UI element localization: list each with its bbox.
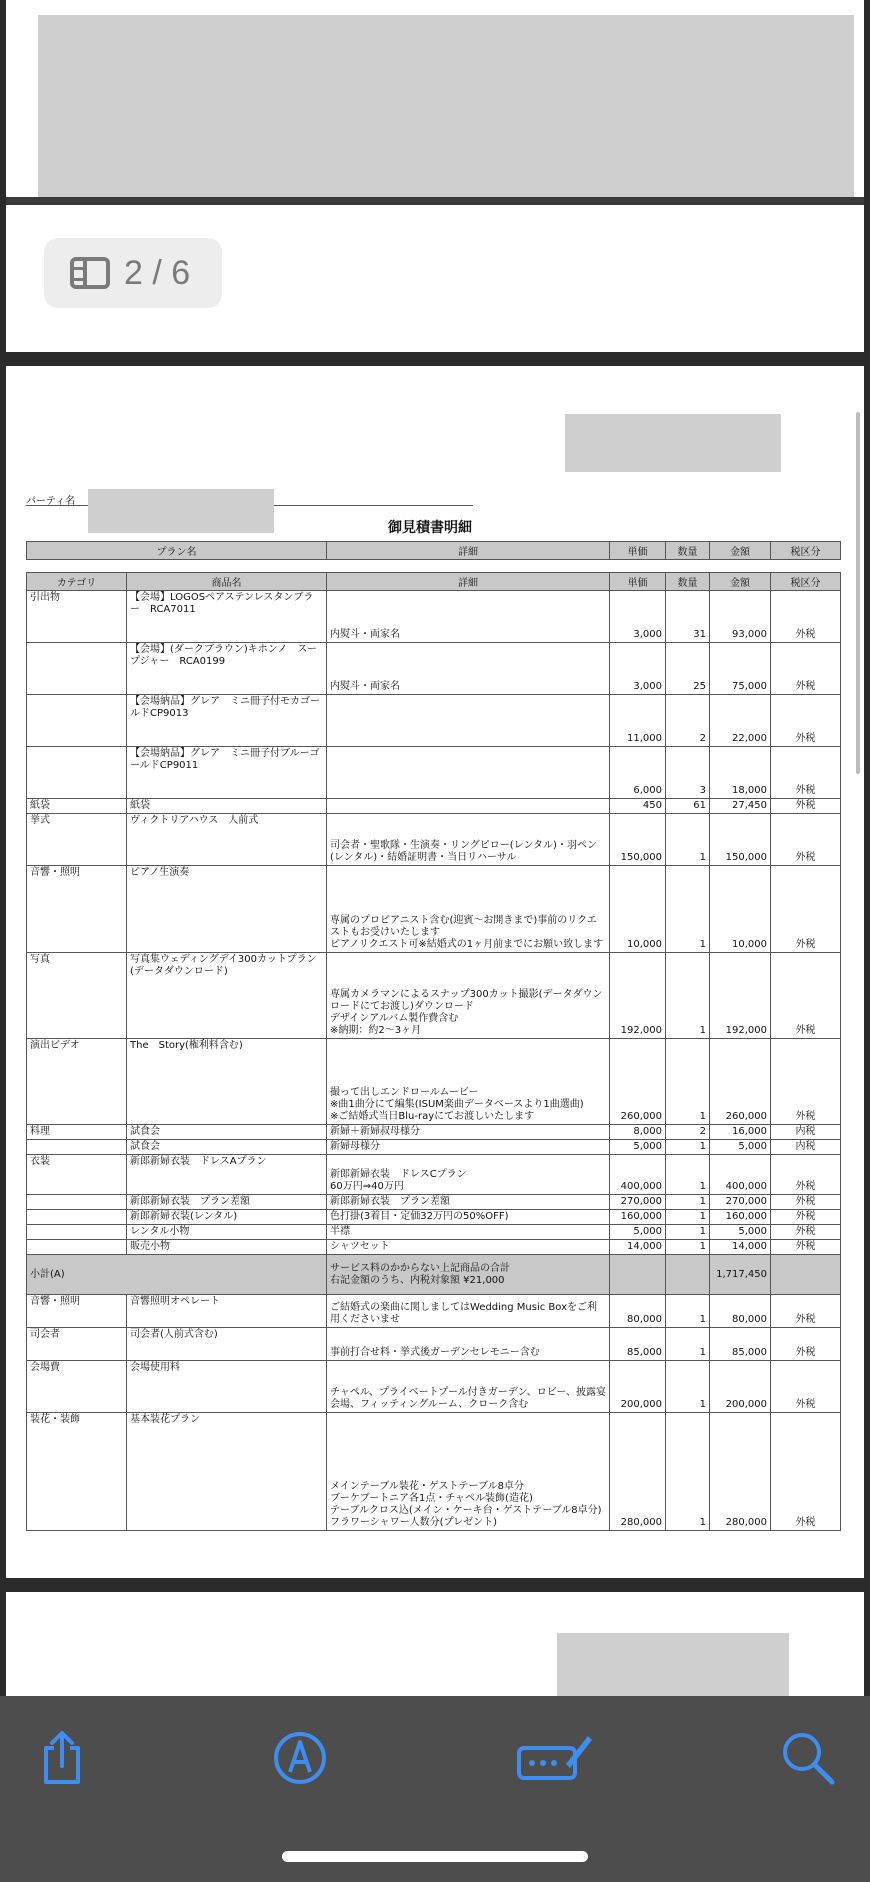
markup-icon[interactable] xyxy=(270,1728,330,1788)
detail-cell: 新婦＋新婦叔母様分 xyxy=(327,1125,610,1140)
qty-cell: 1 xyxy=(666,866,710,953)
detail-cell: 内熨斗・両家名 xyxy=(327,591,610,643)
table-row xyxy=(27,747,841,799)
qty-cell: 1 xyxy=(666,1328,710,1361)
party-label: パーティ名 xyxy=(26,496,76,507)
product-cell: 試食会 xyxy=(127,1140,327,1155)
unit-price-cell: 260,000 xyxy=(610,1039,666,1125)
detail-cell: 色打掛(3着目・定価32万円の50%OFF) xyxy=(327,1210,610,1225)
category-cell xyxy=(27,1210,127,1225)
unit-price-cell: 160,000 xyxy=(610,1210,666,1225)
qty-cell: 1 xyxy=(666,1039,710,1125)
detail-cell: 撮って出しエンドロールムービー ※曲1曲分にて編集(ISUM楽曲データベースより1曲選曲) ※ご結婚式当日Blu-rayにてお渡しいたします xyxy=(327,1039,610,1125)
table-row xyxy=(27,643,841,695)
category-cell: 挙式 xyxy=(27,814,127,866)
category-cell: 衣装 xyxy=(27,1155,127,1195)
amount-cell: 93,000 xyxy=(710,591,771,643)
amount-cell: 18,000 xyxy=(710,747,771,799)
table-row xyxy=(27,1240,841,1255)
unit-price-cell: 14,000 xyxy=(610,1240,666,1255)
detail-cell: ご結婚式の楽曲に関しましてはWedding Music Boxをご利用くださいませ xyxy=(327,1295,610,1328)
category-col-header: カテゴリ xyxy=(27,573,127,591)
tax-cell: 外税 xyxy=(771,747,841,799)
detail-cell: 新婦母様分 xyxy=(327,1140,610,1155)
category-cell xyxy=(27,1140,127,1155)
product-cell: 会場使用料 xyxy=(127,1361,327,1413)
amount-cell: 14,000 xyxy=(710,1240,771,1255)
tax-cell: 外税 xyxy=(771,953,841,1039)
table-row xyxy=(27,1225,841,1240)
table-row xyxy=(27,799,841,814)
qty-cell: 25 xyxy=(666,643,710,695)
unit-price-cell: 200,000 xyxy=(610,1361,666,1413)
detail-cell: チャペル、プライベートプール付きガーデン、ロビー、披露宴会場、フィッティングルーム、クローク含む xyxy=(327,1361,610,1413)
tax-cell: 外税 xyxy=(771,1328,841,1361)
category-cell: 装花・装飾 xyxy=(27,1413,127,1531)
amount-cell: 400,000 xyxy=(710,1155,771,1195)
product-cell: 【会場納品】グレア ミニ冊子付ブルーゴールドCP9011 xyxy=(127,747,327,799)
qty-cell: 1 xyxy=(666,1240,710,1255)
amount-cell: 75,000 xyxy=(710,643,771,695)
category-cell: 会場費 xyxy=(27,1361,127,1413)
qty-cell: 1 xyxy=(666,1155,710,1195)
unit-price-cell: 5,000 xyxy=(610,1225,666,1240)
amount-cell: 85,000 xyxy=(710,1328,771,1361)
tax-cell: 外税 xyxy=(771,814,841,866)
redacted-area xyxy=(38,15,854,197)
amount-cell: 16,000 xyxy=(710,1125,771,1140)
detail-cell: メインテーブル装花・ゲストテーブル8卓分 ブーケブートニア各1点・チャペル装飾(造花) テーブルクロス込(メイン・ケーキ台・ゲストテーブル8卓分) フラワーシャワー人数分(プレゼント) xyxy=(327,1413,610,1531)
qty-cell: 1 xyxy=(666,953,710,1039)
qty-cell: 61 xyxy=(666,799,710,814)
amount-col-header: 金額 xyxy=(710,542,771,560)
amount-cell: 260,000 xyxy=(710,1039,771,1125)
unit-price-cell: 270,000 xyxy=(610,1195,666,1210)
qty-cell: 3 xyxy=(666,747,710,799)
detail-cell: 内熨斗・両家名 xyxy=(327,643,610,695)
tax-cell: 内税 xyxy=(771,1125,841,1140)
category-cell xyxy=(27,695,127,747)
product-cell: 新郎新婦衣装 ドレスAプラン xyxy=(127,1155,327,1195)
table-row xyxy=(27,1295,841,1328)
tax-cell: 外税 xyxy=(771,1413,841,1531)
amount-cell: 160,000 xyxy=(710,1210,771,1225)
tax-cell: 外税 xyxy=(771,591,841,643)
redacted-area xyxy=(565,414,781,472)
qty-cell: 1 xyxy=(666,814,710,866)
subtotal-detail: サービス料のかからない上記商品の合計 右記金額のうち、内税対象額 ¥21,000 xyxy=(327,1255,610,1295)
detail-cell: 事前打合せ料・挙式後ガーデンセレモニー含む xyxy=(327,1328,610,1361)
product-cell: ピアノ生演奏 xyxy=(127,866,327,953)
product-cell: 販売小物 xyxy=(127,1240,327,1255)
qty-cell: 2 xyxy=(666,695,710,747)
category-cell xyxy=(27,1240,127,1255)
detail-cell xyxy=(327,747,610,799)
unit-price-cell: 150,000 xyxy=(610,814,666,866)
unit-price-cell: 3,000 xyxy=(610,643,666,695)
category-cell: 写真 xyxy=(27,953,127,1039)
table-row xyxy=(27,1125,841,1140)
product-cell: 音響照明オペレート xyxy=(127,1295,327,1328)
product-cell: 基本装花プラン xyxy=(127,1413,327,1531)
unit-price-cell: 5,000 xyxy=(610,1140,666,1155)
estimate-table xyxy=(26,572,841,1531)
product-cell: 試食会 xyxy=(127,1125,327,1140)
page-indicator-text: 2 / 6 xyxy=(124,253,191,292)
tax-cell: 外税 xyxy=(771,643,841,695)
product-col-header: 商品名 xyxy=(127,573,327,591)
signature-icon[interactable] xyxy=(516,1728,592,1788)
page-indicator[interactable] xyxy=(44,238,222,308)
product-cell: 新郎新婦衣装 プラン差額 xyxy=(127,1195,327,1210)
qty-cell: 1 xyxy=(666,1225,710,1240)
search-icon[interactable] xyxy=(778,1728,838,1788)
detail-cell xyxy=(327,695,610,747)
category-cell: 紙袋 xyxy=(27,799,127,814)
tax-cell: 外税 xyxy=(771,799,841,814)
product-cell: 【会場】(ダークブラウン)キホンノ スープジャー RCA0199 xyxy=(127,643,327,695)
unit-price-cell: 450 xyxy=(610,799,666,814)
table-row xyxy=(27,1155,841,1195)
amount-cell: 192,000 xyxy=(710,953,771,1039)
table-row xyxy=(27,1039,841,1125)
scrollbar[interactable] xyxy=(856,412,860,774)
tax-cell: 外税 xyxy=(771,1240,841,1255)
tax-cell: 外税 xyxy=(771,1361,841,1413)
detail-cell: シャツセット xyxy=(327,1240,610,1255)
product-cell: 写真集ウェディングデイ300カットプラン(データダウンロード) xyxy=(127,953,327,1039)
category-cell xyxy=(27,1195,127,1210)
table-row xyxy=(27,1328,841,1361)
table-row xyxy=(27,1210,841,1225)
subtotal-label: 小計(A) xyxy=(27,1255,327,1295)
unit-price-cell: 11,000 xyxy=(610,695,666,747)
qty-cell: 1 xyxy=(666,1210,710,1225)
amount-cell: 80,000 xyxy=(710,1295,771,1328)
category-cell xyxy=(27,643,127,695)
unit-price-col-header: 単価 xyxy=(610,542,666,560)
product-cell: 新郎新婦衣装(レンタル) xyxy=(127,1210,327,1225)
product-cell: 【会場】LOGOSペアステンレスタンブラー RCA7011 xyxy=(127,591,327,643)
detail-cell: 半襟 xyxy=(327,1225,610,1240)
unit-price-cell: 6,000 xyxy=(610,747,666,799)
amount-cell: 150,000 xyxy=(710,814,771,866)
qty-cell: 31 xyxy=(666,591,710,643)
qty-cell: 1 xyxy=(666,1140,710,1155)
product-cell: The Story(権利料含む) xyxy=(127,1039,327,1125)
category-cell xyxy=(27,747,127,799)
redacted-party-name xyxy=(88,489,274,533)
unit-price-cell: 192,000 xyxy=(610,953,666,1039)
category-cell xyxy=(27,1225,127,1240)
detail-col-header: 詳細 xyxy=(327,573,610,591)
detail-cell: 司会者・聖歌隊・生演奏・リングピロー(レンタル)・羽ペン(レンタル)・結婚証明書・当日リハーサル xyxy=(327,814,610,866)
table-row xyxy=(27,1140,841,1155)
qty-cell: 1 xyxy=(666,1413,710,1531)
unit-price-cell: 280,000 xyxy=(610,1413,666,1531)
qty-cell: 2 xyxy=(666,1125,710,1140)
page-gap xyxy=(6,197,864,205)
unit-price-cell: 400,000 xyxy=(610,1155,666,1195)
unit-price-cell: 3,000 xyxy=(610,591,666,643)
amount-cell: 10,000 xyxy=(710,866,771,953)
document-title: 御見積書明細 xyxy=(388,520,472,536)
tax-cell: 内税 xyxy=(771,1140,841,1155)
product-cell: 司会者(人前式含む) xyxy=(127,1328,327,1361)
amount-col-header: 金額 xyxy=(710,573,771,591)
tax-cell: 外税 xyxy=(771,1039,841,1125)
tax-cell: 外税 xyxy=(771,695,841,747)
table-row xyxy=(27,1361,841,1413)
detail-cell: 新郎新婦衣装 プラン差額 xyxy=(327,1195,610,1210)
amount-cell: 200,000 xyxy=(710,1361,771,1413)
sidebar-icon xyxy=(70,257,110,289)
amount-cell: 5,000 xyxy=(710,1140,771,1155)
qty-col-header: 数量 xyxy=(666,542,710,560)
table-row xyxy=(27,1413,841,1531)
detail-cell: 専属のプロピアニスト含む(迎賓～お開きまで)事前のリクエストもお受けいたします ピアノリクエスト可※結婚式の1ヶ月前までにお願い致します xyxy=(327,866,610,953)
category-cell: 音響・照明 xyxy=(27,866,127,953)
unit-price-cell: 80,000 xyxy=(610,1295,666,1328)
unit-price-col-header: 単価 xyxy=(610,573,666,591)
detail-col-header: 詳細 xyxy=(327,542,610,560)
tax-col-header: 税区分 xyxy=(771,542,841,560)
product-cell: 【会場納品】グレア ミニ冊子付モカゴールドCP9013 xyxy=(127,695,327,747)
amount-cell: 22,000 xyxy=(710,695,771,747)
home-indicator[interactable] xyxy=(282,1851,588,1862)
detail-cell: 新郎新婦衣装 ドレスCプラン 60万円⇒40万円 xyxy=(327,1155,610,1195)
unit-price-cell: 10,000 xyxy=(610,866,666,953)
qty-cell: 1 xyxy=(666,1295,710,1328)
product-cell: レンタル小物 xyxy=(127,1225,327,1240)
table-row xyxy=(27,695,841,747)
unit-price-cell: 85,000 xyxy=(610,1328,666,1361)
unit-price-cell: 8,000 xyxy=(610,1125,666,1140)
subtotal-amount: 1,717,450 xyxy=(710,1255,771,1295)
category-cell: 演出ビデオ xyxy=(27,1039,127,1125)
qty-cell: 1 xyxy=(666,1195,710,1210)
tax-cell: 外税 xyxy=(771,1210,841,1225)
tax-cell: 外税 xyxy=(771,1225,841,1240)
amount-cell: 5,000 xyxy=(710,1225,771,1240)
product-cell: 紙袋 xyxy=(127,799,327,814)
table-row xyxy=(27,1195,841,1210)
product-cell: ヴィクトリアハウス 人前式 xyxy=(127,814,327,866)
share-icon[interactable] xyxy=(32,1728,92,1788)
detail-cell xyxy=(327,799,610,814)
category-cell: 司会者 xyxy=(27,1328,127,1361)
category-cell: 引出物 xyxy=(27,591,127,643)
detail-cell: 専属カメラマンによるスナップ300カット撮影(データダウンロードにてお渡し)ダウンロード デザインアルバム製作費含む ※納期：約2～3ヶ月 xyxy=(327,953,610,1039)
category-cell: 料理 xyxy=(27,1125,127,1140)
amount-cell: 27,450 xyxy=(710,799,771,814)
plan-col-header: プラン名 xyxy=(27,542,327,560)
table-row xyxy=(27,866,841,953)
amount-cell: 280,000 xyxy=(710,1413,771,1531)
table-row xyxy=(27,953,841,1039)
tax-cell: 外税 xyxy=(771,1195,841,1210)
qty-col-header: 数量 xyxy=(666,573,710,591)
tax-cell: 外税 xyxy=(771,1155,841,1195)
tax-cell: 外税 xyxy=(771,866,841,953)
tax-col-header: 税区分 xyxy=(771,573,841,591)
table-row xyxy=(27,814,841,866)
tax-cell: 外税 xyxy=(771,1295,841,1328)
amount-cell: 270,000 xyxy=(710,1195,771,1210)
redacted-area xyxy=(557,1633,789,1696)
table-row xyxy=(27,591,841,643)
category-cell: 音響・照明 xyxy=(27,1295,127,1328)
subtotal-row xyxy=(27,1255,841,1295)
qty-cell: 1 xyxy=(666,1361,710,1413)
plan-header-table xyxy=(26,541,841,560)
